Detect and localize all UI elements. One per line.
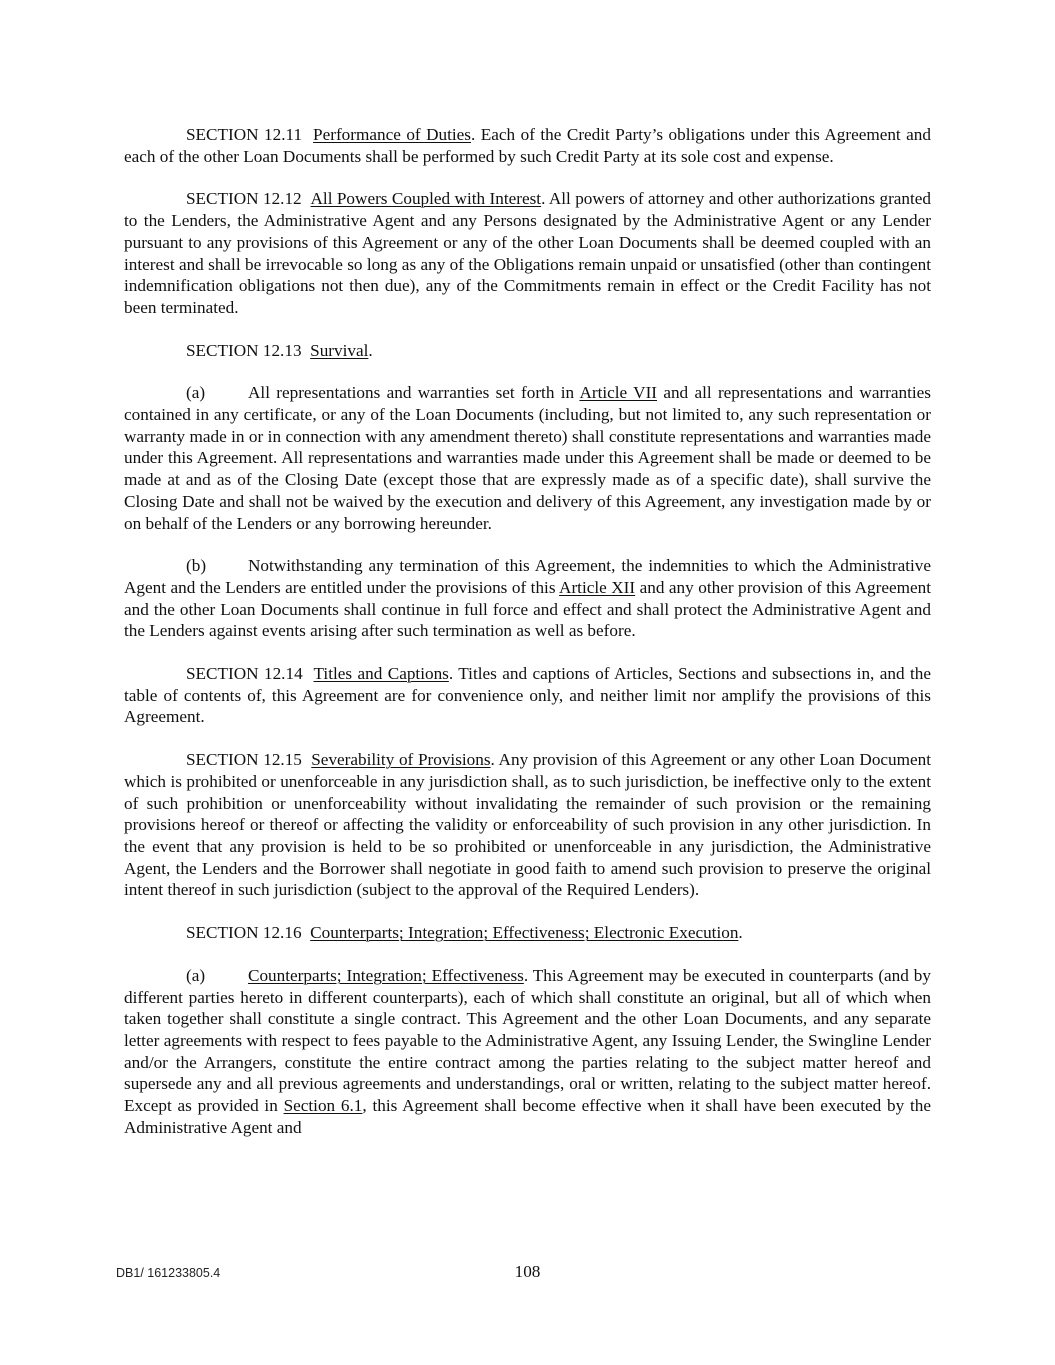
clause-text: . This Agreement may be executed in counterparts (and by different parties hereto in different counterparts), each of which shall constitute an original, but all of which when taken together shall constitute a single contract. This Agreement and the other Loan Documents, and any separate letter agreements with respect to fees payable to the Administrative Agent, any Issuing Lender, the Swingline Lender and/or the Arrangers, constitute the entire contract among the parties relating to the subject matter hereof and supersede any and all previous agreements and understandings, oral or written, relating to the subject matter hereof. Except as provided in — [124, 965, 931, 1116]
section-12-12 — [124, 188, 931, 318]
section-12-14 — [124, 663, 931, 728]
section-heading: SECTION 12.15 — [186, 750, 302, 770]
section-heading: SECTION 12.12 — [186, 189, 302, 209]
clause-title: Counterparts; Integration; Effectiveness — [248, 965, 524, 985]
section-body: . All powers of attorney and other authorizations granted to the Lenders, the Administrative Agent and any Persons designated by the Administrative Agent or any Lender pursuant to any provisions of this Agreement or any of the other Loan Documents shall be deemed coupled with an interest and shall be irrevocable so long as any of the Obligations remain unpaid or unsatisfied (other than contingent indemnification obligations not then due), any of the Commitments remain in effect or the Credit Facility has not been terminated. — [124, 189, 932, 317]
section-12-15 — [124, 749, 931, 901]
section-heading: SECTION 12.16 — [186, 923, 302, 943]
section-heading: SECTION 12.11 — [186, 125, 303, 144]
section-body: . Any provision of this Agreement or any other Loan Document which is prohibited or unenforceable in any jurisdiction shall, as to such jurisdiction, be ineffective only to the extent of such prohibition or unenforceability without invalidating the remainder of such provision or the remaining provisions hereof or thereof or affecting the validity or enforceability of such provision in any other jurisdiction. In the event that any provision is held to be so prohibited or unenforceable in any jurisdiction, the Administrative Agent, the Lenders and the Borrower shall negotiate in good faith to amend such provision to preserve the original intent thereof in such jurisdiction (subject to the approval of the Required Lenders). — [124, 750, 931, 900]
section-heading: SECTION 12.14 — [186, 664, 303, 684]
section-12-13 — [124, 340, 931, 362]
document-page — [124, 124, 931, 1138]
section-title: Performance of Duties — [313, 125, 471, 144]
clause-text-continued: and any other provision of this Agreement and the other Loan Documents shall continue in full force and effect and shall protect the Administrative Agent and the Lenders against events arising after such termination as well as before. — [124, 577, 931, 641]
section-12-16 — [124, 922, 931, 944]
clause-label: (b) — [186, 556, 207, 576]
clause-text-continued: , this Agreement shall become effective when it shall have been executed by the Administrative Agent and — [124, 1096, 931, 1137]
clause-label: (a) — [186, 383, 206, 403]
document-id: DB1/ 161233805.4 — [116, 1266, 221, 1280]
clause-text-continued: and all representations and warranties contained in any certificate, or any of the Loan Documents (including, but not limited to, any such representation or warranty made in or in connection with any amendment thereto) shall constitute representations and warranties made under this Agreement. All representations and warranties made under this Agreement shall be made or deemed to be made at and as of the Closing Date (except those that are expressly made as of a specific date), shall survive the Closing Date and shall not be waived by the execution and delivery of this Agreement, any investigation made by or on behalf of the Lenders or any borrowing hereunder. — [124, 383, 931, 533]
article-xii-reference: Article XII — [559, 577, 636, 597]
section-12-16-a — [124, 965, 931, 1139]
clause-text: Notwithstanding any termination of this Agreement, the indemnities to which the Administrative Agent and the Lenders are entitled under the provisions of this — [124, 556, 931, 597]
clause-label: (a) — [186, 965, 206, 985]
section-body: . Titles and captions of Articles, Sections and subsections in, and the table of contents of, this Agreement are for convenience only, and neither limit nor amplify the provisions of this Agreement. — [124, 664, 932, 727]
section-title-end: . — [368, 340, 373, 360]
clause-text: All representations and warranties set forth in — [248, 383, 580, 403]
section-12-13-b — [124, 555, 931, 642]
section-12-11 — [124, 124, 931, 167]
section-6-1-reference: Section 6.1 — [283, 1096, 363, 1116]
article-vii-reference: Article VII — [579, 383, 658, 403]
section-title: Counterparts; Integration; Effectiveness; Electronic Execution — [310, 923, 739, 943]
section-title: Titles and Captions — [313, 664, 449, 684]
section-title: Survival — [310, 340, 369, 360]
section-title: All Powers Coupled with Interest — [310, 189, 542, 209]
section-12-13-a — [124, 382, 931, 534]
page-number: 108 — [514, 1262, 541, 1281]
section-title-end: . — [738, 923, 743, 943]
section-body: . Each of the Credit Party’s obligations under this Agreement and each of the other Loan Documents shall be performed by such Credit Party at its sole cost and expense. — [124, 125, 931, 166]
section-title: Severability of Provisions — [311, 750, 491, 770]
section-heading: SECTION 12.13 — [186, 340, 302, 360]
